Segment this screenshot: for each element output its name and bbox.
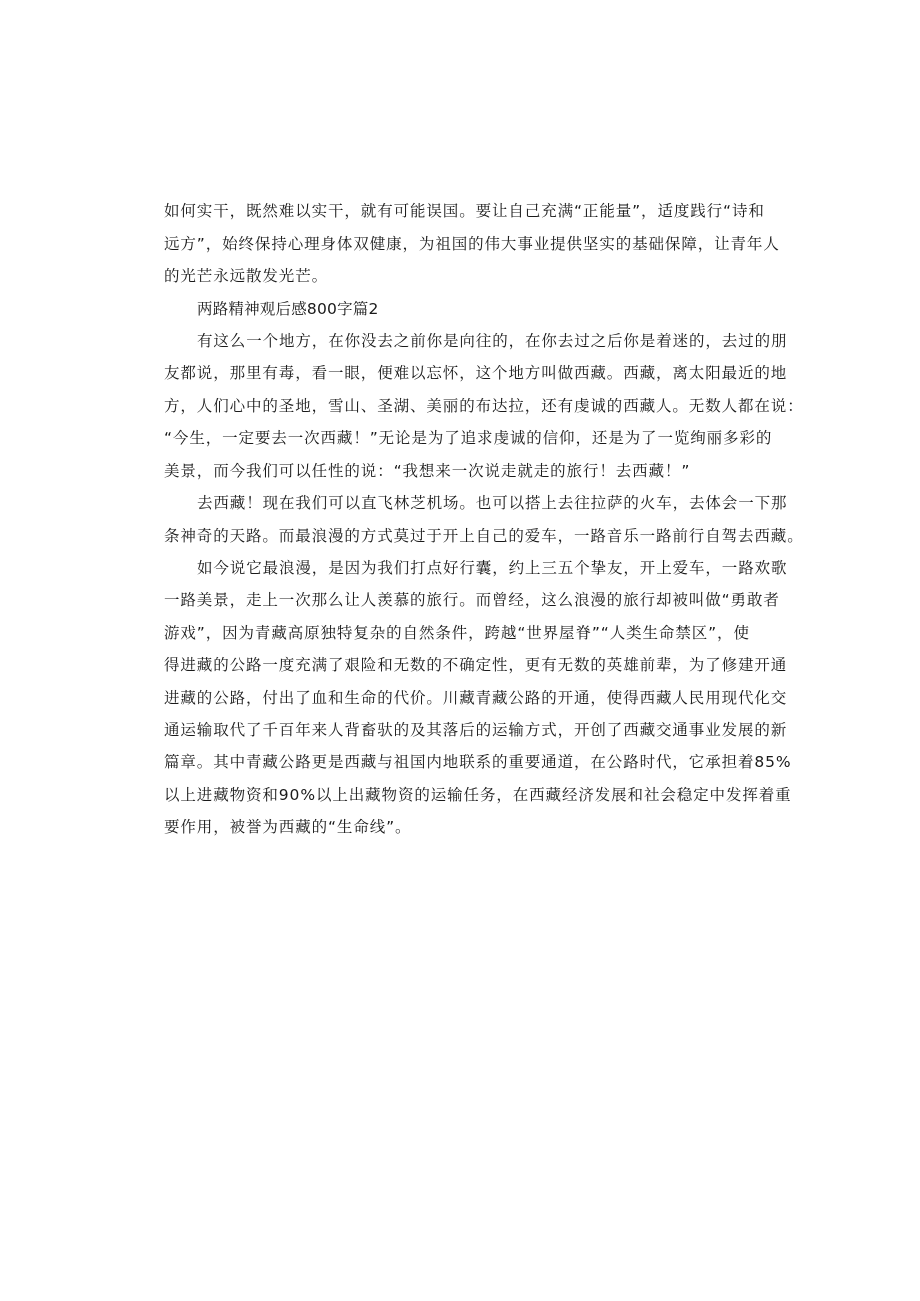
section-heading: 两路精神观后感800字篇2 <box>197 300 379 318</box>
paragraph-4-line-5: 进藏的公路，付出了血和生命的代价。川藏青藏公路的开通，使得西藏人民用现代化交 <box>164 689 788 707</box>
paragraph-4-line-8: 以上进藏物资和90%以上出藏物资的运输任务，在西藏经济发展和社会稳定中发挥着重 <box>164 786 792 804</box>
paragraph-4-line-3: 游戏”，因为青藏高原独特复杂的自然条件，跨越“世界屋脊”“人类生命禁区”，使 <box>164 624 750 642</box>
paragraph-4-line-2: 一路美景，走上一次那么让人羡慕的旅行。而曾经，这么浪漫的旅行却被叫做“勇敢者 <box>164 591 780 609</box>
paragraph-2-line-3: 方，人们心中的圣地，雪山、圣湖、美丽的布达拉，还有虔诚的西藏人。无数人都在说： <box>164 397 804 415</box>
paragraph-4-line-9: 要作用，被誉为西藏的“生命线”。 <box>164 818 412 836</box>
paragraph-2-line-5: 美景，而今我们可以任性的说：“我想来一次说走就走的旅行！去西藏！” <box>164 462 691 480</box>
paragraph-4-line-6: 通运输取代了千百年来人背畜驮的及其落后的运输方式，开创了西藏交通事业发展的新 <box>164 721 788 739</box>
paragraph-2-line-1: 有这么一个地方，在你没去之前你是向往的，在你去过之后你是着迷的，去过的朋 <box>197 332 788 350</box>
paragraph-2-line-2: 友都说，那里有毒，看一眼，便难以忘怀，这个地方叫做西藏。西藏，离太阳最近的地 <box>164 364 788 382</box>
paragraph-3-line-2: 条神奇的天路。而最浪漫的方式莫过于开上自己的爱车，一路音乐一路前行自驾去西藏。 <box>164 527 804 545</box>
paragraph-3-line-1: 去西藏！现在我们可以直飞林芝机场。也可以搭上去往拉萨的火车，去体会一下那 <box>197 494 788 512</box>
paragraph-1-line-3: 的光芒永远散发光芒。 <box>164 267 329 285</box>
paragraph-1-line-2: 远方”，始终保持心理身体双健康，为祖国的伟大事业提供坚实的基础保障，让青年人 <box>164 235 780 253</box>
paragraph-4-line-1: 如今说它最浪漫，是因为我们打点好行囊，约上三五个挚友，开上爱车，一路欢歌 <box>197 559 788 577</box>
paragraph-2-line-4: “今生，一定要去一次西藏！”无论是为了追求虔诚的信仰，还是为了一览绚丽多彩的 <box>164 429 773 447</box>
paragraph-1-line-1: 如何实干，既然难以实干，就有可能误国。要让自己充满“正能量”，适度践行“诗和 <box>164 202 765 220</box>
paragraph-4-line-7: 篇章。其中青藏公路更是西藏与祖国内地联系的重要通道，在公路时代，它承担着85% <box>164 753 792 771</box>
paragraph-4-line-4: 得进藏的公路一度充满了艰险和无数的不确定性，更有无数的英雄前辈，为了修建开通 <box>164 656 788 674</box>
